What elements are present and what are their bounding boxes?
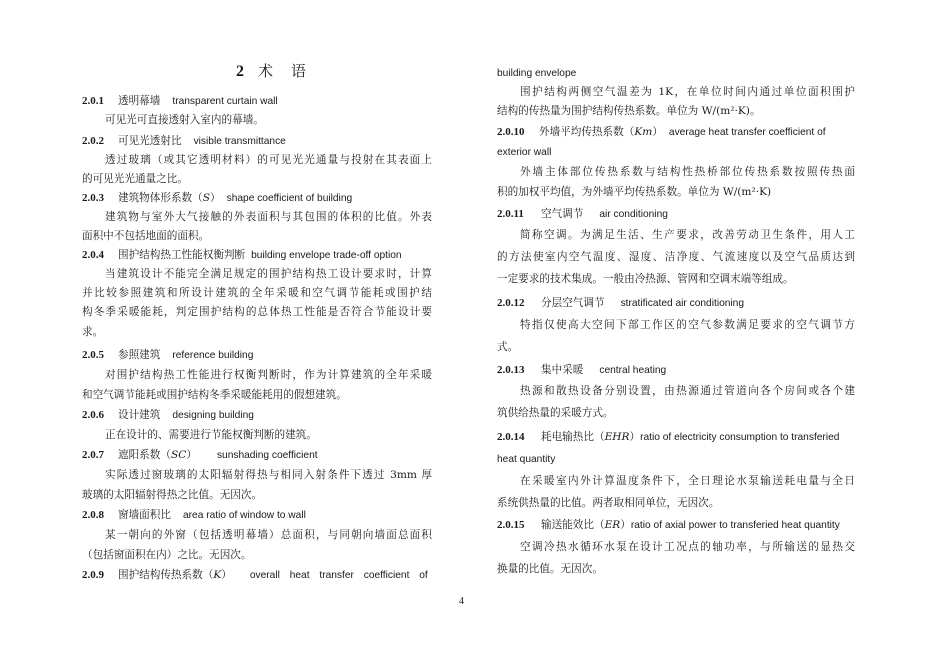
term-definition-line: 当建筑设计不能完全满足规定的围护结构热工设计要求时，计算 — [105, 268, 432, 280]
term-english: transparent curtain wall — [172, 96, 278, 107]
term-heading — [82, 448, 318, 463]
term-number: 2.0.3 — [82, 192, 104, 204]
term-symbol: ER — [604, 519, 621, 531]
term-number: 2.0.13 — [497, 364, 525, 376]
term-heading — [82, 508, 306, 523]
term-english: sunshading coefficient — [216, 450, 318, 461]
term-number: 2.0.12 — [497, 297, 525, 309]
term-english: stratificated air conditioning — [620, 298, 745, 309]
term-definition-line: （包括窗面积在内）之比。无因次。 — [82, 549, 252, 561]
term-chinese: 设计建筑 — [118, 409, 161, 421]
term-chinese: 窗墙面积比 — [118, 509, 171, 521]
term-heading — [82, 94, 278, 109]
term-symbol: K — [213, 569, 222, 581]
term-symbol: Km — [634, 126, 653, 138]
term-heading — [82, 191, 352, 206]
term-chinese: 围护结构热工性能权衡判断 — [118, 249, 246, 261]
term-definition-line: 面积中不包括地面的面积。 — [82, 230, 210, 242]
term-number: 2.0.10 — [497, 126, 525, 138]
term-definition-line: 筑供给热量的采暖方式。 — [497, 407, 614, 419]
term-heading — [82, 408, 254, 423]
term-english-continuation: building envelope — [497, 68, 577, 79]
term-symbol: SC — [170, 449, 187, 461]
term-definition-line: 结构的传热量为围护结构传热系数。单位为 W/(m²·K)。 — [497, 105, 761, 117]
term-chinese: 可见光透射比 — [118, 135, 182, 147]
term-number: 2.0.2 — [82, 135, 104, 147]
term-definition-line: 热源和散热设备分别设置，由热源通过管道向各个房间或各个建 — [520, 385, 855, 397]
term-number: 2.0.6 — [82, 409, 104, 421]
term-number: 2.0.5 — [82, 349, 104, 361]
term-chinese: 耗电输热比（ — [541, 431, 605, 443]
term-definition-line: 在采暖室内外计算温度条件下，全日理论水泵输送耗电量与全日 — [520, 475, 855, 487]
term-number: 2.0.15 — [497, 519, 525, 531]
term-definition-line: 换量的比值。无因次。 — [497, 563, 603, 575]
term-definition-line: 构冬季采暖能耗，判定围护结构的总体热工性能是否符合节能设计要 — [82, 306, 432, 318]
term-definition-line: 外墙主体部位传热系数与结构性热桥部位传热系数按照传热面 — [520, 166, 855, 178]
term-chinese: ） — [221, 569, 232, 581]
term-definition-line: 求。 — [82, 326, 104, 338]
term-english-continuation: exterior wall — [497, 147, 552, 158]
term-chinese: 遮阳系数（ — [118, 449, 171, 461]
term-heading — [82, 134, 286, 149]
term-number: 2.0.7 — [82, 449, 104, 461]
term-symbol: S — [202, 192, 211, 204]
term-heading — [497, 430, 839, 445]
term-definition-line: 空调冷热水循环水泵在设计工况点的轴功率，与所输送的显热交 — [520, 541, 855, 553]
term-chinese: 透明幕墙 — [118, 95, 161, 107]
term-definition-line: 积的加权平均值，为外墙平均传热系数。单位为 W/(m²·K) — [497, 186, 772, 198]
term-chinese: 参照建筑 — [118, 349, 161, 361]
term-chinese: ） — [652, 126, 663, 138]
chapter-number: 2 — [236, 63, 244, 80]
term-chinese: ） — [186, 449, 197, 461]
term-chinese: 集中采暖 — [541, 364, 584, 376]
term-english: building envelope trade-off option — [251, 250, 402, 261]
page-number: 4 — [459, 596, 464, 607]
term-definition-line: 的可见光光通量之比。 — [82, 173, 188, 185]
term-chinese: 围护结构传热系数（ — [118, 569, 214, 581]
chapter-title-char: 语 — [291, 62, 307, 80]
term-definition-line: 并比较参照建筑和所设计建筑的全年采暖和空气调节能耗或围护结 — [82, 287, 432, 299]
term-number: 2.0.14 — [497, 431, 525, 443]
term-definition-line: 一定要求的技术集成。一般由冷热源、管网和空调末端等组成。 — [497, 273, 794, 285]
term-definition-line: 玻璃的太阳辐射得热之比值。无因次。 — [82, 489, 263, 501]
term-english: average heat transfer coefficient of — [668, 127, 826, 138]
term-definition-line: 对围护结构热工性能进行权衡判断时，作为计算建筑的全年采暖 — [105, 369, 432, 381]
term-english: ratio of axial power to transferied heat quantity — [630, 520, 840, 531]
term-heading — [497, 296, 744, 311]
chapter-title-char: 术 — [258, 62, 274, 80]
term-chinese: 空气调节 — [541, 208, 584, 220]
term-chinese: ） — [629, 431, 641, 443]
term-english: visible transmittance — [193, 136, 286, 147]
term-chinese: 分层空气调节 — [541, 297, 605, 309]
term-number: 2.0.9 — [82, 569, 104, 581]
term-english: central heating — [599, 365, 667, 376]
term-number: 2.0.11 — [497, 208, 524, 220]
term-chinese: ） — [620, 519, 631, 531]
term-english: overall heat transfer coefficient of — [249, 570, 428, 581]
term-english: designing building — [172, 410, 254, 421]
term-heading — [497, 363, 666, 378]
term-definition-line: 正在设计的、需要进行节能权衡判断的建筑。 — [105, 429, 317, 441]
term-definition-line: 简称空调。为满足生活、生产要求，改善劳动卫生条件，用人工 — [520, 229, 855, 241]
term-chinese: 建筑物体形系数（ — [118, 192, 203, 204]
term-english: ratio of electricity consumption to transferied — [640, 432, 840, 443]
term-heading — [497, 125, 826, 140]
term-definition-line: 某一朝向的外窗（包括透明幕墙）总面积，与同朝向墙面总面积 — [105, 529, 432, 541]
term-definition-line: 实际透过窗玻璃的太阳辐射得热与相同入射条件下透过 3mm 厚 — [105, 469, 432, 481]
term-english-continuation: heat quantity — [497, 454, 556, 465]
term-english: reference building — [172, 350, 254, 361]
term-definition-line: 可见光可直接透射入室内的幕墙。 — [105, 114, 264, 126]
term-number: 2.0.4 — [82, 249, 104, 261]
term-definition-line: 建筑物与室外大气接触的外表面积与其包围的体积的比值。外表 — [105, 211, 432, 223]
term-chinese: 输送能效比（ — [541, 519, 605, 531]
term-english: air conditioning — [599, 209, 668, 220]
term-heading — [497, 207, 668, 222]
term-number: 2.0.1 — [82, 95, 104, 107]
term-heading — [82, 348, 253, 363]
term-heading — [82, 248, 402, 263]
term-english: area ratio of window to wall — [182, 510, 306, 521]
chapter-title — [236, 60, 306, 81]
term-definition-line: 围护结构两侧空气温差为 1K，在单位时间内通过单位面积围护 — [520, 86, 855, 98]
term-definition-line: 透过玻璃（或其它透明材料）的可见光光通量与投射在其表面上 — [105, 154, 432, 166]
term-chinese: 外墙平均传热系数（ — [539, 126, 635, 138]
term-heading — [497, 518, 840, 533]
term-symbol: EHR — [604, 431, 630, 443]
term-chinese: ） — [210, 192, 221, 204]
term-definition-line: 式。 — [497, 341, 519, 353]
term-english: shape coefficient of building — [226, 193, 353, 204]
term-heading — [82, 568, 428, 583]
term-definition-line: 特指仅使高大空间下部工作区的空气参数满足要求的空气调节方 — [520, 319, 855, 331]
term-definition-line: 的方法使室内空气温度、湿度、洁净度、气流速度以及空气品质达到 — [497, 251, 855, 263]
term-definition-line: 和空气调节能耗或围护结构冬季采暖能耗用的假想建筑。 — [82, 389, 347, 401]
term-definition-line: 系统供热量的比值。两者取相同单位，无因次。 — [497, 497, 720, 509]
term-number: 2.0.8 — [82, 509, 104, 521]
